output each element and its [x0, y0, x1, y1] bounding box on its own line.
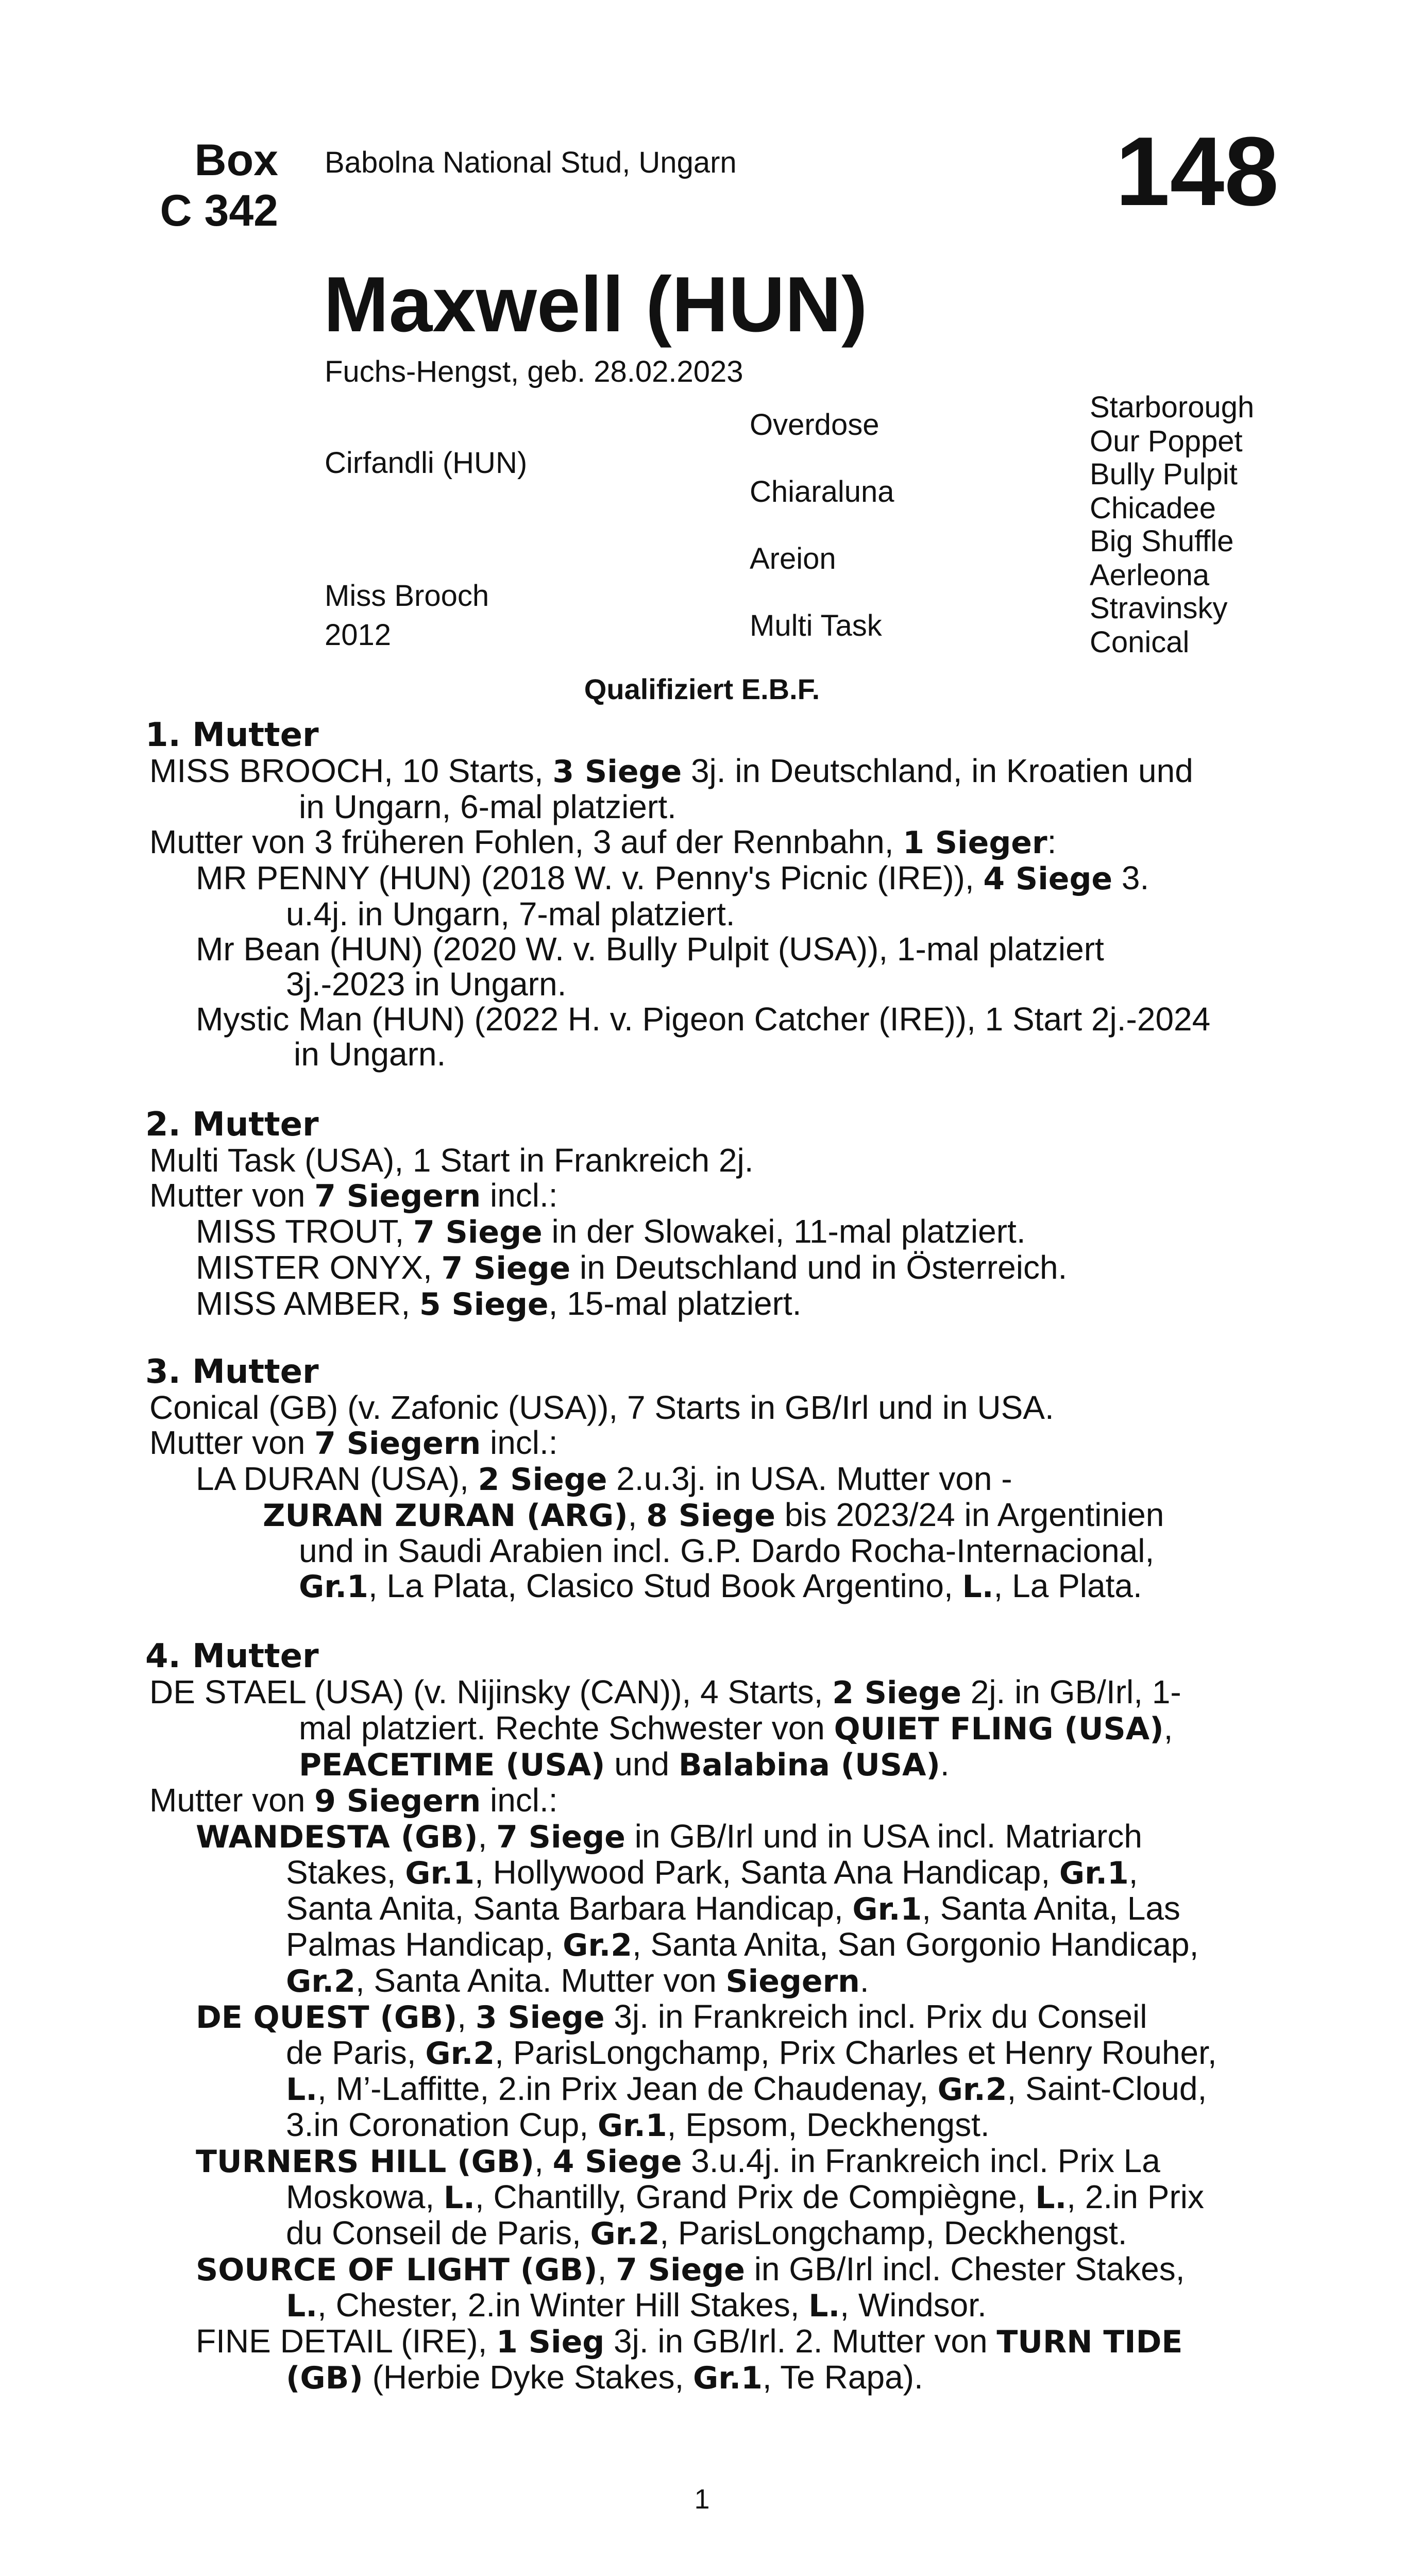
grand-2: Our Poppet: [1090, 425, 1243, 458]
horse-name: Maxwell (HUN): [324, 261, 868, 348]
third-dam-section: [145, 1353, 1262, 1605]
lot-number: 148: [1115, 117, 1279, 226]
dam-sire: Areion: [750, 542, 836, 575]
sire-dam: Chiaraluna: [750, 475, 894, 509]
produce-item: und in Saudi Arabien incl. G.P. Dardo Rocha-Internacional,: [299, 1532, 1155, 1569]
first-dam-section: [145, 716, 1262, 1073]
produce-item: FINE DETAIL (IRE), 1 Sieg 3j. in GB/Irl. 2. Mutter von TURN TIDE: [196, 2323, 1183, 2360]
grand-5: Big Shuffle: [1090, 524, 1234, 558]
fourth-dam-produce: Mutter von 9 Siegern incl.:: [149, 1782, 558, 1819]
box-label: Box C 342: [160, 135, 278, 235]
horse-description: Fuchs-Hengst, geb. 28.02.2023: [325, 355, 743, 388]
produce-item: 3.in Coronation Cup, Gr.1, Epsom, Deckhengst.: [286, 2106, 990, 2144]
fourth-dam-line: mal platziert. Rechte Schwester von QUIET FLING (USA),: [299, 1709, 1173, 1747]
produce-item: Mystic Man (HUN) (2022 H. v. Pigeon Catcher (IRE)), 1 Start 2j.-2024: [196, 1001, 1211, 1038]
produce-item: Gr.1, La Plata, Clasico Stud Book Argentino, L., La Plata.: [299, 1567, 1142, 1605]
produce-item: MISTER ONYX, 7 Siege in Deutschland und in Österreich.: [196, 1249, 1068, 1286]
produce-item: TURNERS HILL (GB), 4 Siege 3.u.4j. in Frankreich incl. Prix La: [196, 2142, 1160, 2180]
second-dam-heading: 2. Mutter: [145, 1106, 319, 1144]
first-dam-line: MISS BROOCH, 10 Starts, 3 Siege 3j. in Deutschland, in Kroatien und: [149, 752, 1193, 790]
first-dam-produce: Mutter von 3 früheren Fohlen, 3 auf der Rennbahn, 1 Sieger:: [149, 823, 1057, 861]
first-dam-line: in Ungarn, 6-mal platziert.: [299, 788, 676, 825]
produce-item: MR PENNY (HUN) (2018 W. v. Penny's Picnic (IRE)), 4 Siege 3.: [196, 859, 1149, 897]
third-dam-line: Conical (GB) (v. Zafonic (USA)), 7 Starts in GB/Irl und in USA.: [149, 1389, 1054, 1426]
second-dam-produce: Mutter von 7 Siegern incl.:: [149, 1177, 558, 1214]
breeder: Babolna National Stud, Ungarn: [325, 146, 737, 179]
dam-year: 2012: [325, 618, 392, 652]
grand-6: Aerleona: [1090, 558, 1210, 592]
second-dam-line: Multi Task (USA), 1 Start in Frankreich 2j.: [149, 1142, 754, 1179]
produce-item: MISS TROUT, 7 Siege in der Slowakei, 11-mal platziert.: [196, 1213, 1026, 1250]
first-dam-heading: 1. Mutter: [145, 716, 319, 754]
produce-item: Gr.2, Santa Anita. Mutter von Siegern.: [286, 1962, 869, 1999]
produce-item: DE QUEST (GB), 3 Siege 3j. in Frankreich incl. Prix du Conseil: [196, 1998, 1147, 2036]
qualification: Qualifiziert E.B.F.: [584, 673, 820, 705]
produce-item: in Ungarn.: [294, 1036, 446, 1073]
produce-item: Palmas Handicap, Gr.2, Santa Anita, San Gorgonio Handicap,: [286, 1926, 1199, 1963]
produce-item: de Paris, Gr.2, ParisLongchamp, Prix Charles et Henry Rouher,: [286, 2034, 1217, 2072]
produce-item: L., Chester, 2.in Winter Hill Stakes, L., Windsor.: [286, 2286, 987, 2324]
produce-item: MISS AMBER, 5 Siege, 15-mal platziert.: [196, 1285, 802, 1323]
fourth-dam-heading: 4. Mutter: [145, 1637, 319, 1675]
third-dam-heading: 3. Mutter: [145, 1353, 319, 1391]
produce-item: u.4j. in Ungarn, 7-mal platziert.: [286, 895, 735, 933]
dam: Miss Brooch: [325, 579, 489, 613]
produce-item: Santa Anita, Santa Barbara Handicap, Gr.1, Santa Anita, Las: [286, 1890, 1180, 1927]
produce-item: 3j.-2023 in Ungarn.: [286, 965, 567, 1003]
second-dam-section: [145, 1106, 1262, 1323]
grand-3: Bully Pulpit: [1090, 457, 1238, 491]
produce-item: SOURCE OF LIGHT (GB), 7 Siege in GB/Irl incl. Chester Stakes,: [196, 2250, 1185, 2288]
produce-item: Stakes, Gr.1, Hollywood Park, Santa Ana Handicap, Gr.1,: [286, 1854, 1138, 1891]
page-number: 1: [694, 2484, 710, 2515]
dam-dam: Multi Task: [750, 609, 882, 642]
fourth-dam-line: DE STAEL (USA) (v. Nijinsky (CAN)), 4 Starts, 2 Siege 2j. in GB/Irl, 1-: [149, 1673, 1181, 1711]
sire-sire: Overdose: [750, 408, 879, 442]
produce-item: (GB) (Herbie Dyke Stakes, Gr.1, Te Rapa).: [286, 2359, 923, 2396]
produce-item: ZURAN ZURAN (ARG), 8 Siege bis 2023/24 in Argentinien: [263, 1496, 1164, 1534]
grand-8: Conical: [1090, 625, 1190, 659]
grand-7: Stravinsky: [1090, 591, 1228, 625]
produce-item: du Conseil de Paris, Gr.2, ParisLongchamp, Deckhengst.: [286, 2214, 1127, 2252]
fourth-dam-line: PEACETIME (USA) und Balabina (USA).: [299, 1745, 950, 1783]
produce-item: Mr Bean (HUN) (2020 W. v. Bully Pulpit (USA)), 1-mal platziert: [196, 930, 1104, 968]
produce-item: L., M’-Laffitte, 2.in Prix Jean de Chaudenay, Gr.2, Saint-Cloud,: [286, 2070, 1207, 2108]
grand-4: Chicadee: [1090, 492, 1216, 525]
grand-1: Starborough: [1090, 391, 1255, 424]
produce-item: LA DURAN (USA), 2 Siege 2.u.3j. in USA. Mutter von -: [196, 1460, 1012, 1498]
produce-item: Moskowa, L., Chantilly, Grand Prix de Compiègne, L., 2.in Prix: [286, 2178, 1204, 2216]
produce-item: WANDESTA (GB), 7 Siege in GB/Irl und in USA incl. Matriarch: [196, 1818, 1142, 1855]
fourth-dam-section: [145, 1637, 1262, 2396]
sire: Cirfandli (HUN): [325, 446, 528, 480]
third-dam-produce: Mutter von 7 Siegern incl.:: [149, 1424, 558, 1462]
